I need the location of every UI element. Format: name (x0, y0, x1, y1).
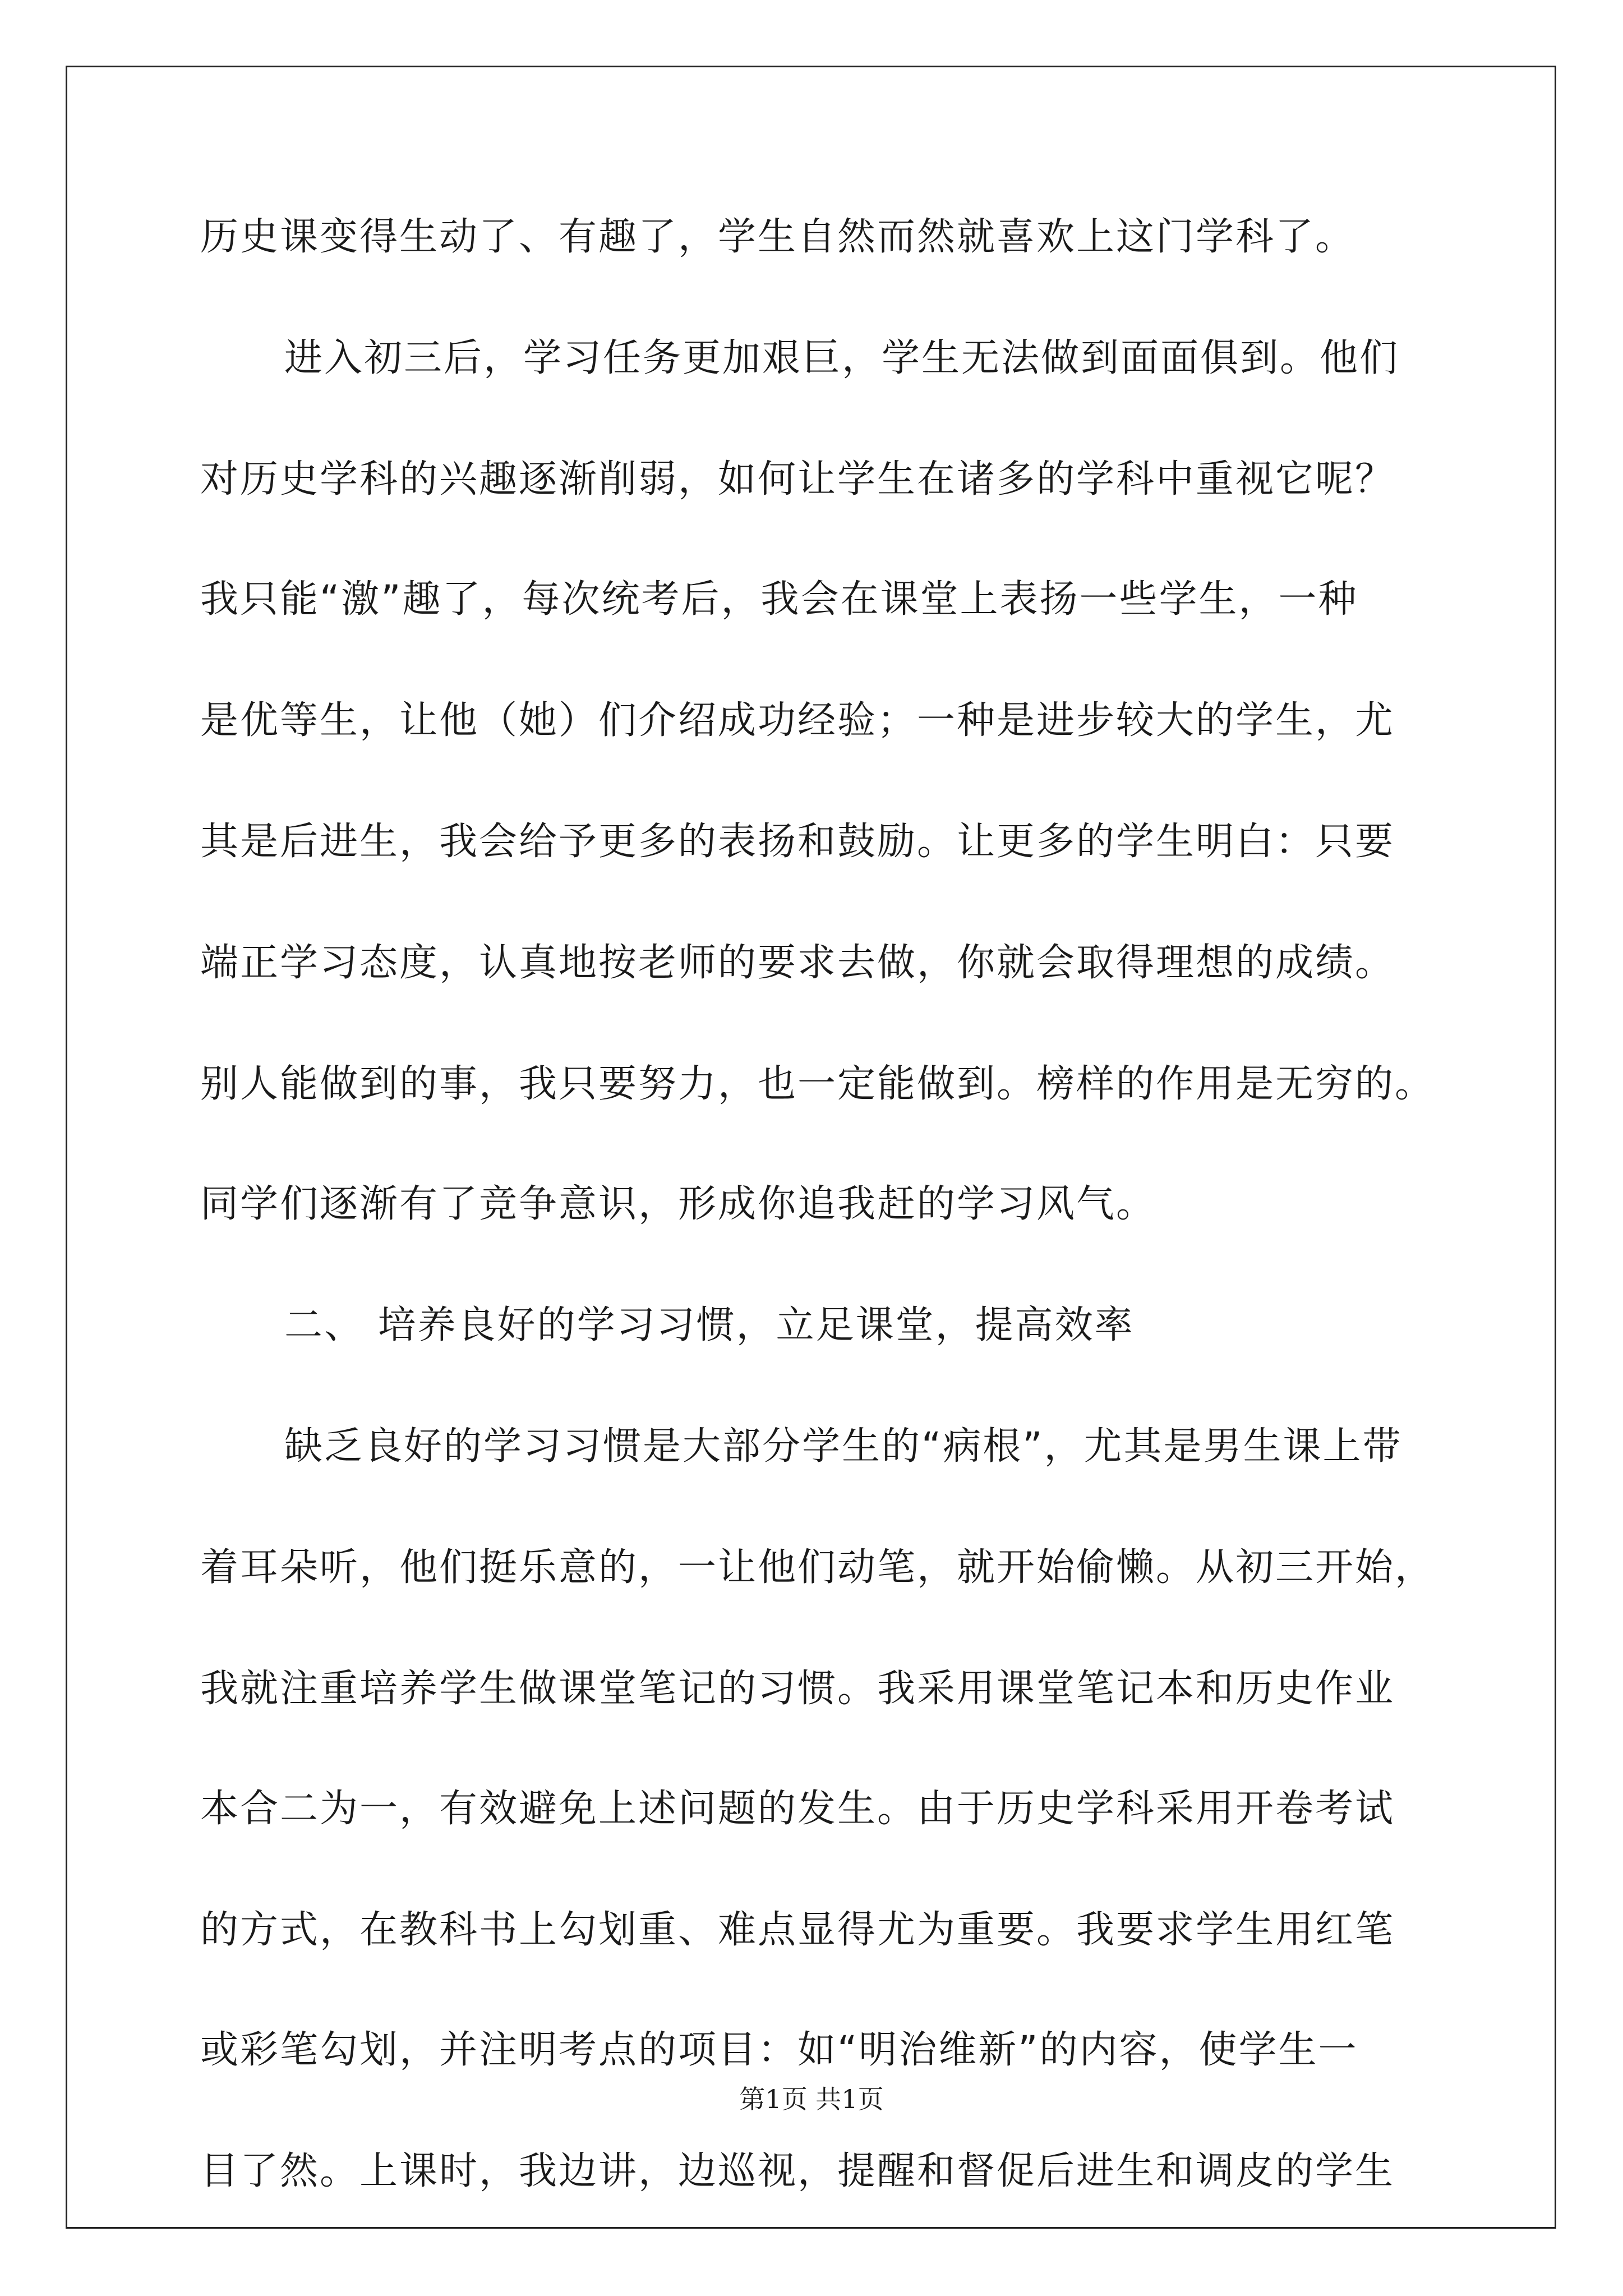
text-line-12: 着耳朵听，他们挺乐意的，一让他们动笔，就开始偷懒。从初三开始， (200, 1545, 1435, 1590)
text-line-13: 我就注重培养学生做课堂笔记的习惯。我采用课堂笔记本和历史作业 (200, 1667, 1395, 1711)
page-border (66, 66, 1556, 2229)
text-line-16: 或彩笔勾划，并注明考点的项目：如“明治维新”的内容，使学生一 (200, 2028, 1358, 2072)
text-line-6: 其是后进生，我会给予更多的表扬和鼓励。让更多的学生明白：只要 (200, 820, 1395, 864)
text-line-8: 别人能做到的事，我只要努力，也一定能做到。榜样的作用是无穷的。 (200, 1062, 1435, 1106)
text-line-5: 是优等生，让他（她）们介绍成功经验；一种是进步较大的学生，尤 (200, 698, 1395, 743)
text-line-9: 同学们逐渐有了竞争意识，形成你追我赶的学习风气。 (200, 1182, 1156, 1226)
text-line-1: 历史课变得生动了、有趣了，学生自然而然就喜欢上这门学科了。 (200, 215, 1355, 259)
section-heading: 二、 培养良好的学习习惯，立足课堂，提高效率 (284, 1303, 1135, 1347)
text-line-3: 对历史学科的兴趣逐渐削弱，如何让学生在诸多的学科中重视它呢？ (200, 457, 1395, 501)
text-line-4: 我只能“激”趣了，每次统考后，我会在课堂上表扬一些学生，一种 (200, 577, 1358, 622)
text-line-15: 的方式，在教科书上勾划重、难点显得尤为重要。我要求学生用红笔 (200, 1908, 1395, 1952)
text-line-11: 缺乏良好的学习习惯是大部分学生的“病根”，尤其是男生课上带 (284, 1424, 1403, 1469)
text-line-2: 进入初三后，学习任务更加艰巨，学生无法做到面面俱到。他们 (284, 336, 1400, 380)
text-line-17: 目了然。上课时，我边讲，边巡视，提醒和督促后进生和调皮的学生 (200, 2149, 1395, 2193)
text-line-14: 本合二为一，有效避免上述问题的发生。由于历史学科采用开卷考试 (200, 1787, 1395, 1831)
page-footer: 第1页 共1页 (739, 2084, 884, 2114)
text-line-7: 端正学习态度，认真地按老师的要求去做，你就会取得理想的成绩。 (200, 941, 1395, 985)
